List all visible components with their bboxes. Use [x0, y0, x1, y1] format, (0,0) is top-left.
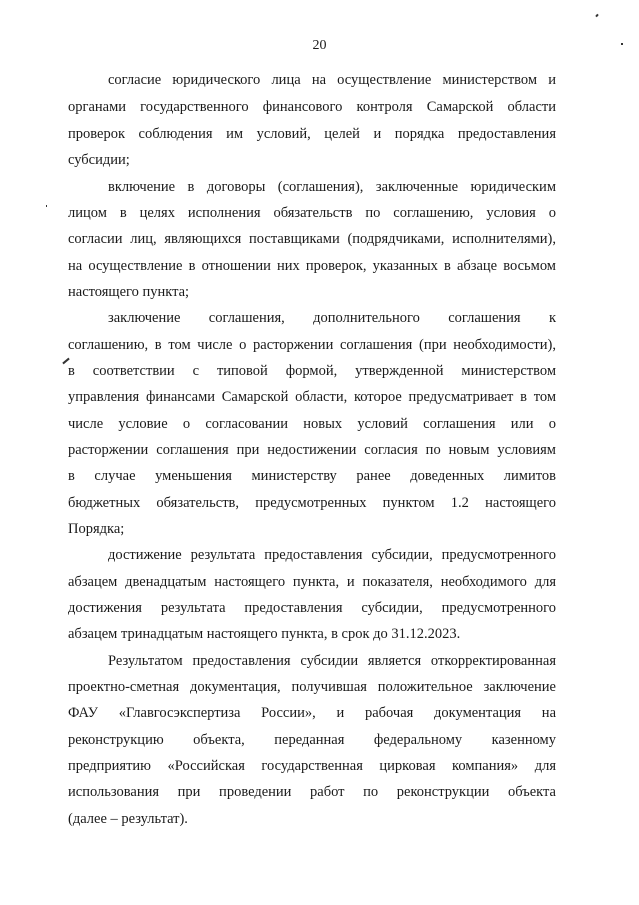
paragraph-line: достижения результата предоставления субсидии, предусмотренного — [68, 600, 556, 616]
paragraph-line: предприятию «Российская государственная цирковая компания» для — [68, 758, 556, 774]
paragraph-line: расторжении соглашения при недостижении согласия по новым условиям — [68, 442, 556, 458]
paragraph-line: органами государственного финансового контроля Самарской области — [68, 99, 556, 115]
paragraph-line: включение в договоры (соглашения), заключенные юридическим — [108, 179, 556, 195]
scan-speck — [621, 43, 623, 45]
paragraph-line: бюджетных обязательств, предусмотренных пунктом 1.2 настоящего — [68, 495, 556, 511]
paragraph-line: абзацем тринадцатым настоящего пункта, в срок до 31.12.2023. — [68, 626, 461, 642]
paragraph-line: абзацем двенадцатым настоящего пункта, и показателя, необходимого для — [68, 574, 556, 590]
paragraph-line: ФАУ «Главгосэкспертиза России», и рабочая документация на — [68, 705, 556, 721]
paragraph-line: проверок соблюдения им условий, целей и порядка предоставления — [68, 126, 556, 142]
paragraph-line: управления финансами Самарской области, которое предусматривает в том — [68, 389, 556, 405]
paragraph-line: лицом в целях исполнения обязательств по соглашению, условия о — [68, 205, 556, 221]
paragraph-line: в случае уменьшения министерству ранее доведенных лимитов — [68, 468, 556, 484]
paragraph-line: настоящего пункта; — [68, 284, 190, 300]
paragraph-line: Результатом предоставления субсидии является откорректированная — [108, 653, 556, 669]
paragraph-line: числе условие о согласовании новых условий соглашения или о — [68, 416, 556, 432]
paragraph-line: согласии лиц, являющихся поставщиками (подрядчиками, исполнителями), — [68, 231, 556, 247]
scan-speck — [46, 205, 47, 207]
paragraph-line: (далее – результат). — [68, 811, 188, 827]
paragraph-line: использования при проведении работ по реконструкции объекта — [68, 784, 556, 800]
paragraph-line: в соответствии с типовой формой, утвержденной министерством — [68, 363, 556, 379]
paragraph-line: заключение соглашения, дополнительного соглашения к — [108, 310, 556, 326]
paragraph-line: достижение результата предоставления субсидии, предусмотренного — [108, 547, 556, 563]
paragraph-line: согласие юридического лица на осуществление министерством и — [108, 72, 556, 88]
page-number: 20 — [312, 38, 327, 53]
paragraph-line: на осуществление в отношении них проверок, указанных в абзаце восьмом — [68, 258, 556, 274]
paragraph-line: Порядка; — [68, 521, 125, 537]
paragraph-line: субсидии; — [68, 152, 130, 168]
paragraph-line: проектно-сметная документация, получившая положительное заключение — [68, 679, 556, 695]
paragraph-line: соглашению, в том числе о расторжении соглашения (при необходимости), — [68, 337, 556, 353]
paragraph-line: реконструкцию объекта, переданная федеральному казенному — [68, 732, 556, 748]
scan-speck — [595, 14, 598, 18]
